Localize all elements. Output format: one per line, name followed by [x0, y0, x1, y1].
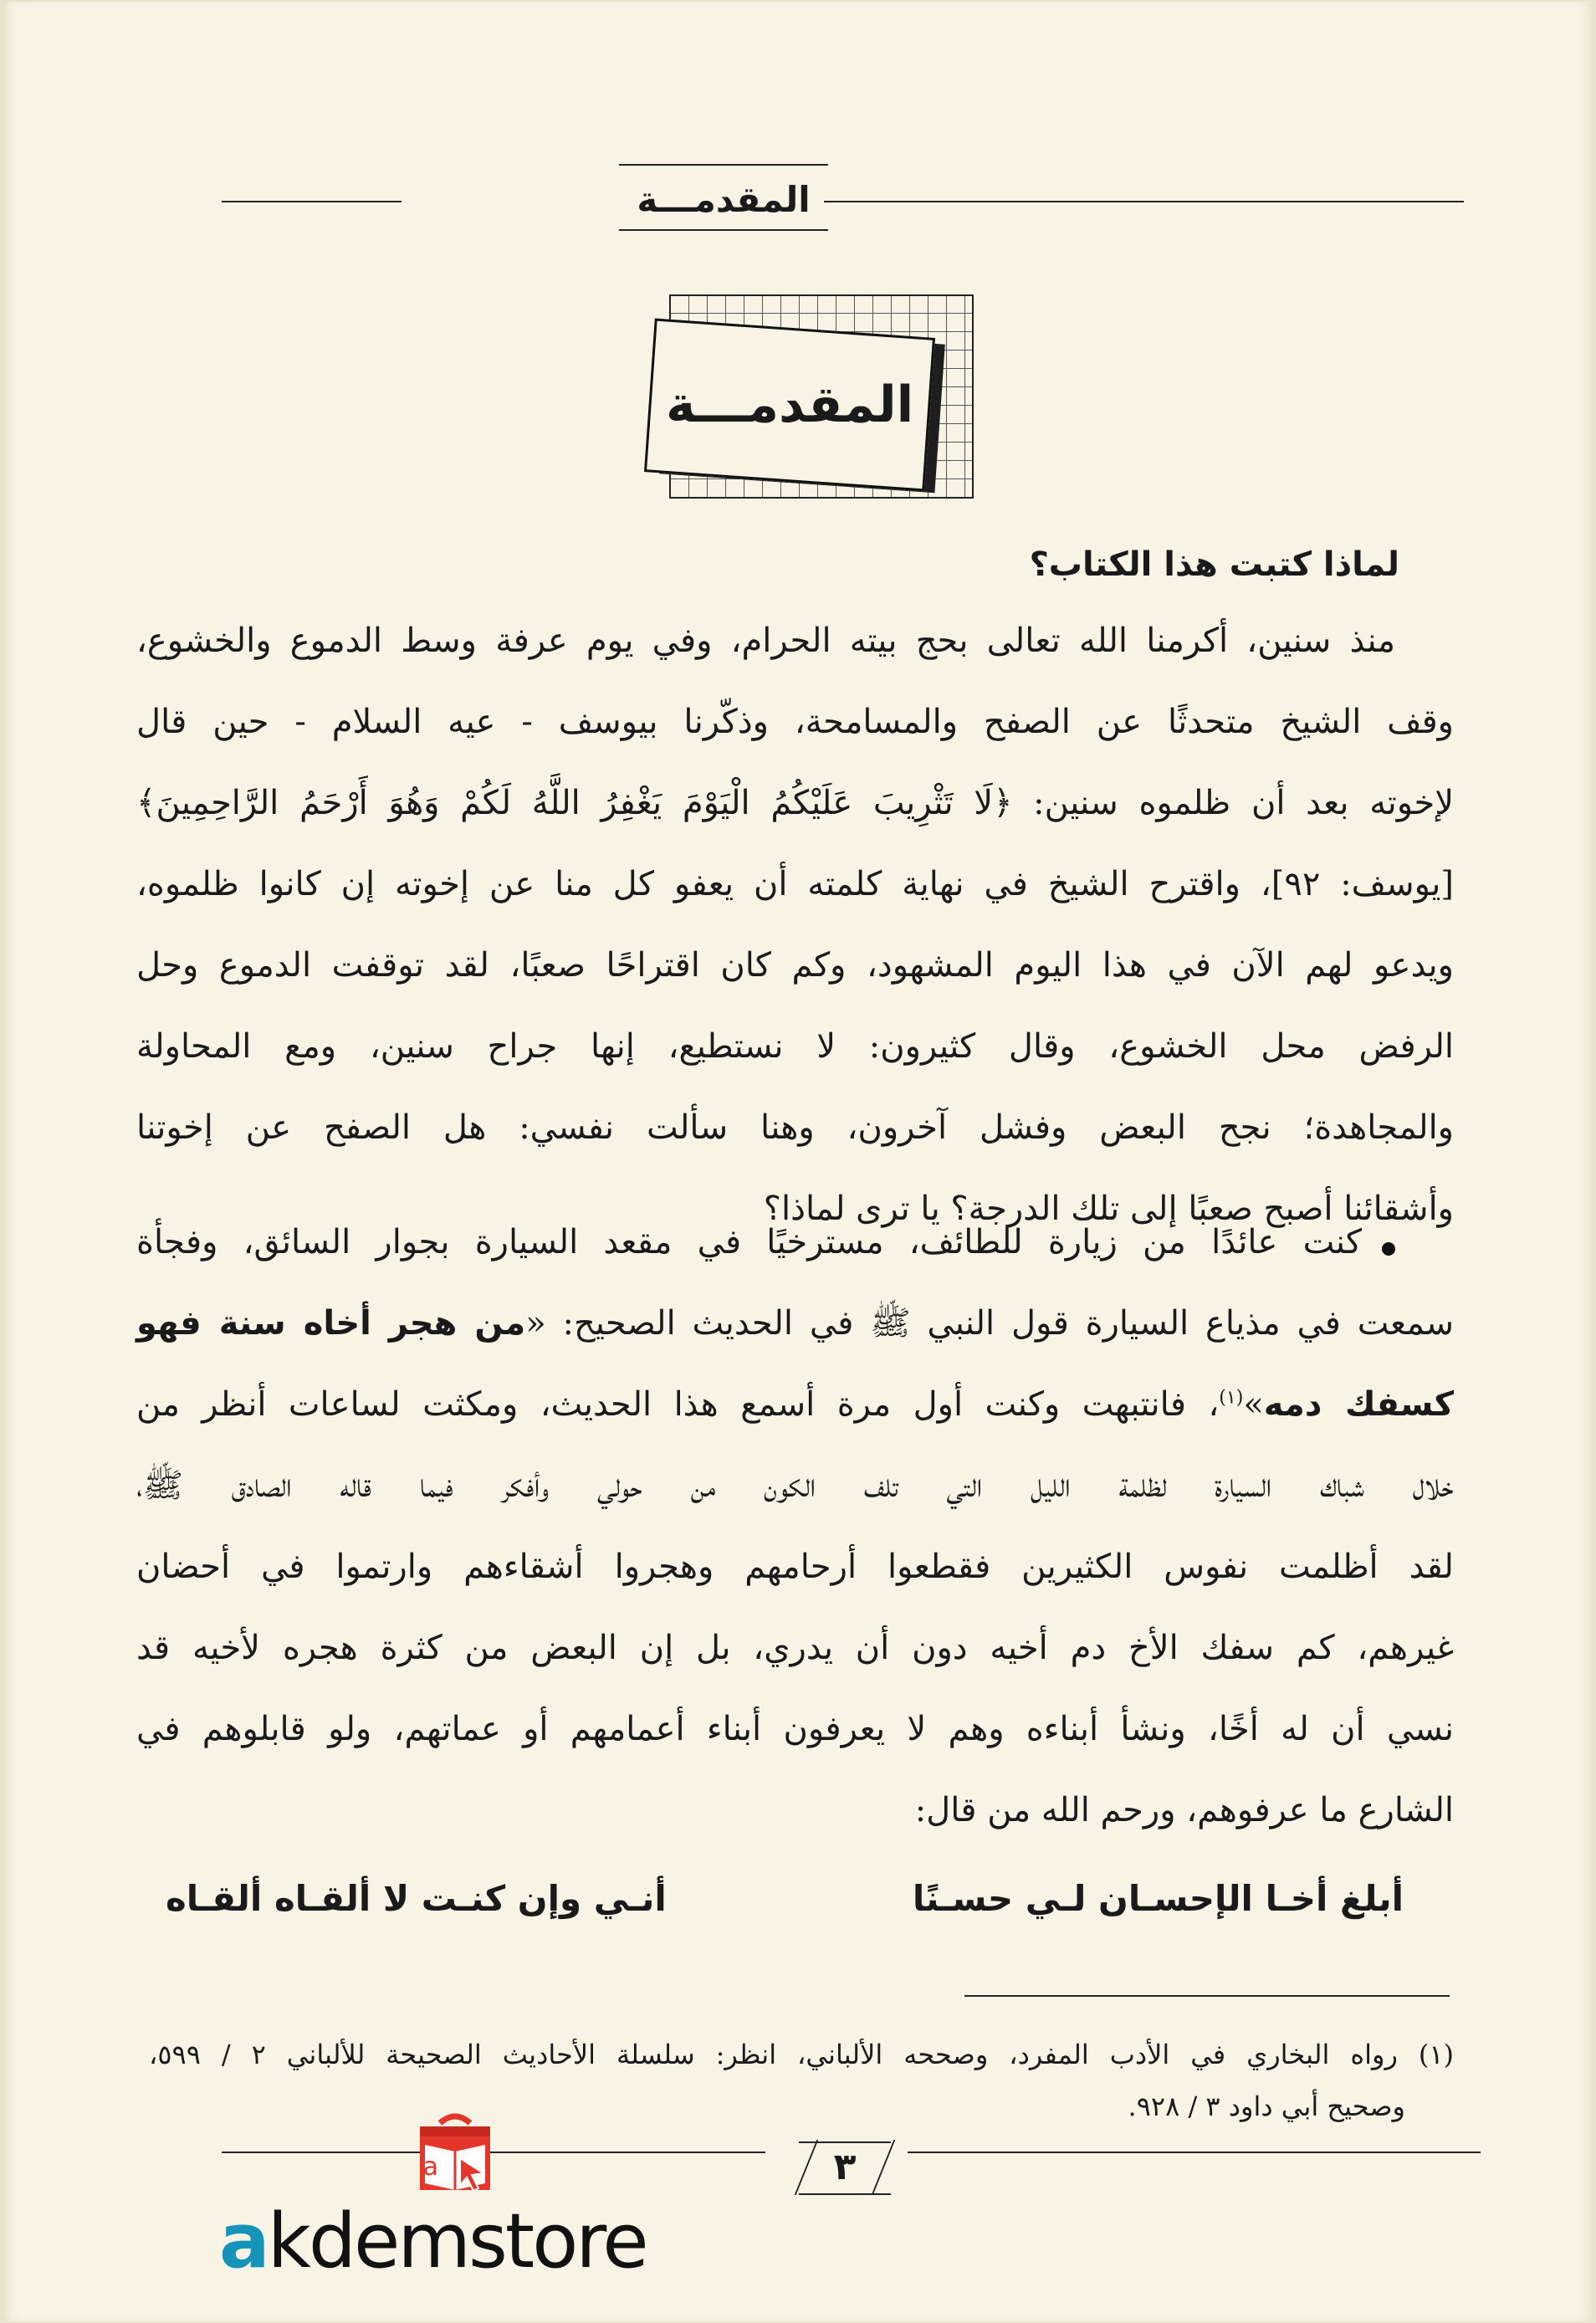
poem-hemistich-1: أبلغ أخـا الإحسـان لـي حسـنًا — [912, 1878, 1404, 1919]
poem-hemistich-2: أنـي وإن كنـت لا ألقـاه ألقـاه — [166, 1878, 667, 1919]
text-line: نسي أن له أخًا، ونشأ أبناءه وهم لا يعرفون أبناء أعمامهم أو عماتهم، ولو قابلوهم في — [136, 1710, 1454, 1748]
footnote-separator — [964, 1995, 1450, 1997]
hadith-text: من هجر أخاه سنة فهو — [136, 1304, 526, 1343]
header-box-bottom-rule — [619, 229, 828, 231]
paragraph-2 — [136, 1202, 1454, 1851]
text-line: والمجاهدة؛ نجح البعض وفشل آخرون، وهنا سألت نفسي: هل الصفح عن إخوتنا — [136, 1108, 1454, 1147]
text-line: الرفض محل الخشوع، وقال كثيرون: لا نستطيع، إنها جراح سنين، ومع المحاولة — [136, 1027, 1454, 1066]
text-span: » — [1243, 1385, 1264, 1424]
text-line: كنت عائدًا من زيارة للطائف، مسترخيًا في مقعد السيارة بجوار السائق، وفجأة — [136, 1223, 1362, 1261]
paragraph-1 — [136, 601, 1454, 1250]
footnote — [149, 2029, 1454, 2132]
text-line: الشارع ما عرفوهم، ورحم الله من قال: — [914, 1791, 1454, 1829]
text-line: وأشقائنا أصبح صعبًا إلى تلك الدرجة؟ يا ترى لماذا؟ — [763, 1190, 1454, 1228]
chapter-title: المقدمـــة — [665, 376, 914, 435]
chapter-banner — [644, 294, 979, 516]
footer-rule-right — [908, 2152, 1481, 2153]
text-line: غيرهم، كم سفك الأخ دم أخيه دون أن يدري، بل إن البعض من كثرة هجره لأخيه قد — [136, 1629, 1454, 1667]
text-line: خلال شباك السيارة لظلمة الليل التي تلف الكون من حولي وأفكر فيما قاله الصادق ﷺ، — [136, 1466, 1454, 1505]
footnote-line: (١) رواه البخاري في الأدب المفرد، وصححه الألباني، انظر: سلسلة الأحاديث الصحيحة للألباني ٢ / ٥٩٩، — [149, 2039, 1455, 2070]
footnote-line: وصحيح أبي داود ٣ / ٩٢٨. — [1128, 2090, 1405, 2122]
section-heading: لماذا كتبت هذا الكتاب؟ — [1029, 545, 1399, 584]
text-line: لقد أظلمت نفوس الكثيرين فقطعوا أرحامهم وهجروا أشقاءهم وارتموا في أحضان — [136, 1548, 1454, 1586]
footnote-reference[interactable]: (١) — [1219, 1387, 1244, 1409]
watermark-brand — [219, 2200, 647, 2284]
header-rule-right — [824, 201, 1464, 202]
watermark-brand-rest: kdemstore — [267, 2198, 647, 2285]
logo-letter: a — [422, 2152, 438, 2182]
running-header-title: المقدمـــة — [637, 178, 811, 220]
header-rule-left — [222, 201, 402, 202]
banner-card — [644, 319, 935, 492]
poem-verse — [166, 1861, 1404, 1937]
book-cursor-icon — [408, 2108, 502, 2202]
text-line — [136, 1364, 1454, 1445]
text-line: [يوسف: ٩٢]، واقترح الشيخ في نهاية كلمته أن يعفو كل منا عن إخوته إن كانوا ظلموه، — [136, 865, 1455, 903]
hadith-text: كسفك دمه — [1263, 1385, 1454, 1424]
running-header — [222, 164, 1464, 239]
watermark-brand-first-letter: a — [219, 2198, 268, 2285]
text-span: ، فانتبهت وكنت أول مرة أسمع هذا الحديث، ومكثت لساعات أنظر من — [136, 1385, 1220, 1424]
text-line: ويدعو لهم الآن في هذا اليوم المشهود، وكم كان اقتراحًا صعبًا، لقد توقفت الدموع وحل — [136, 946, 1454, 985]
header-box-top-rule — [619, 164, 828, 166]
text-line: منذ سنين، أكرمنا الله تعالى بحج بيته الحرام، وفي يوم عرفة وسط الدموع والخشوع، — [136, 622, 1395, 660]
text-line — [136, 1283, 1454, 1364]
page-number: ٣ — [833, 2145, 857, 2188]
text-line: وقف الشيخ متحدثًا عن الصفح والمسامحة، وذكّرنا بيوسف - عيه السلام - حين قال — [136, 703, 1454, 741]
text-span: سمعت في مذياع السيارة قول النبي ﷺ في الحديث الصحيح: « — [525, 1304, 1454, 1343]
text-line: لإخوته بعد أن ظلموه سنين: ﴿لَا تَثْرِيبَ عَلَيْكُمُ الْيَوْمَ يَغْفِرُ اللَّهُ لَكُمْ وَهُوَ أَرْحَمُ الرَّاحِمِينَ﴾ — [136, 784, 1454, 822]
